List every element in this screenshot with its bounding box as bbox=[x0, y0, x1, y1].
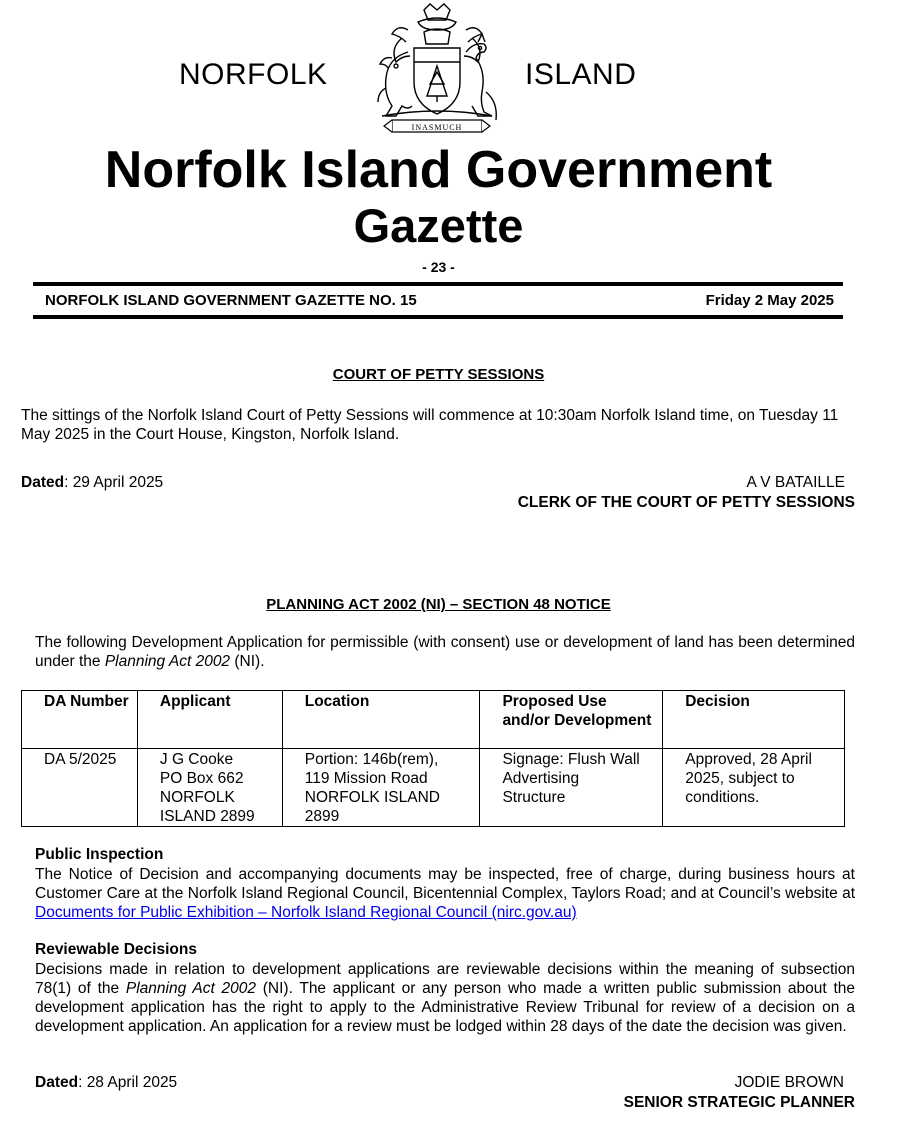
gazette-number: NORFOLK ISLAND GOVERNMENT GAZETTE NO. 15 bbox=[45, 292, 417, 309]
masthead-word-island: ISLAND bbox=[525, 58, 637, 91]
reviewable-decisions-heading: Reviewable Decisions bbox=[35, 941, 197, 958]
cell-location bbox=[282, 749, 480, 827]
masthead-word-norfolk: NORFOLK bbox=[179, 58, 328, 91]
applicant-line: ISLAND 2899 bbox=[159, 808, 255, 825]
intro-text-end: (NI). bbox=[230, 653, 265, 670]
applicant-line: NORFOLK bbox=[159, 789, 235, 806]
court-notice-heading: COURT OF PETTY SESSIONS bbox=[332, 366, 545, 383]
column-header-proposed-use: Proposed Use and/or Development bbox=[480, 691, 663, 749]
reviewable-body: Decisions made in relation to development applications are reviewable decisions within the meaning of subsection 78(1) of the bbox=[35, 961, 855, 997]
column-header-location: Location bbox=[282, 691, 480, 749]
gazette-title-line2: Gazette bbox=[353, 199, 524, 252]
proposed-use-line: Structure bbox=[502, 789, 566, 806]
court-notice-dated bbox=[21, 474, 163, 492]
reviewable-act-title: Planning Act 2002 bbox=[125, 980, 257, 997]
dated-value: : 28 April 2025 bbox=[78, 1074, 178, 1091]
public-inspection-body: The Notice of Decision and accompanying documents may be inspected, free of charge, during business hours at Customer Care at the Norfolk Island Regional Council, Bicentennial Complex, Taylors Road; and at Council’s website at bbox=[35, 866, 855, 902]
cell-da-number: DA 5/2025 bbox=[22, 749, 138, 827]
applicant-line: PO Box 662 bbox=[159, 770, 244, 787]
planning-signatory-position: SENIOR STRATEGIC PLANNER bbox=[623, 1094, 855, 1111]
svg-text:INASMUCH: INASMUCH bbox=[411, 123, 463, 132]
public-exhibition-link[interactable]: Documents for Public Exhibition – Norfolk Island Regional Council (nirc.gov.au) bbox=[35, 904, 577, 921]
gazette-date: Friday 2 May 2025 bbox=[705, 292, 834, 309]
planning-signatory-name: JODIE BROWN bbox=[734, 1074, 844, 1091]
header-rule-bottom bbox=[33, 315, 843, 319]
gazette-title-line1: Norfolk Island Government bbox=[104, 141, 773, 199]
court-notice-text: The sittings of the Norfolk Island Court of Petty Sessions will commence at 10:30am Norfolk Island time, on Tuesday 11 May 2025 in the Court House, Kingston, Norfolk Island. bbox=[21, 407, 839, 443]
column-header-applicant: Applicant bbox=[137, 691, 282, 749]
page-number: - 23 - bbox=[422, 259, 455, 275]
reviewable-decisions-text bbox=[35, 960, 855, 1036]
proposed-use-line: Signage: Flush Wall bbox=[502, 751, 640, 768]
table-header-row bbox=[22, 691, 845, 749]
location-line: 2899 bbox=[304, 808, 340, 825]
dated-label: Dated bbox=[21, 474, 65, 491]
table-row bbox=[22, 749, 845, 827]
location-line: Portion: 146b(rem), bbox=[304, 751, 439, 768]
dated-value: : 29 April 2025 bbox=[64, 474, 164, 491]
court-signatory-position: CLERK OF THE COURT OF PETTY SESSIONS bbox=[517, 494, 855, 511]
location-line: NORFOLK ISLAND bbox=[304, 789, 440, 806]
location-line: 119 Mission Road bbox=[304, 770, 428, 787]
proposed-use-line: Advertising bbox=[502, 770, 580, 787]
intro-act-title: Planning Act 2002 bbox=[104, 653, 231, 670]
cell-proposed-use bbox=[480, 749, 663, 827]
court-signatory-name: A V BATAILLE bbox=[746, 474, 845, 491]
dated-label: Dated bbox=[35, 1074, 79, 1091]
development-application-table bbox=[21, 690, 845, 827]
column-header-da-number: DA Number bbox=[22, 691, 138, 749]
cell-applicant bbox=[137, 749, 282, 827]
cell-decision: Approved, 28 April 2025, subject to conditions. bbox=[663, 749, 845, 827]
coat-of-arms-icon bbox=[362, 2, 512, 138]
intro-text: The following Development Application for permissible (with consent) use or development of land has been determined under the bbox=[35, 634, 855, 670]
planning-notice-dated bbox=[35, 1074, 177, 1092]
header-rule-top bbox=[33, 282, 843, 286]
column-header-decision: Decision bbox=[663, 691, 845, 749]
applicant-line: J G Cooke bbox=[159, 751, 234, 768]
reviewable-body-end: (NI). The applicant or any person who made a written public submission about the development application has the right to apply to the Administrative Review Tribunal for review of a decision on a development application. An application for a review must be lodged within 28 days of the date the decision was given. bbox=[35, 980, 856, 1035]
planning-notice-intro bbox=[35, 633, 855, 671]
public-inspection-heading: Public Inspection bbox=[35, 846, 164, 863]
planning-notice-heading: PLANNING ACT 2002 (NI) – SECTION 48 NOTICE bbox=[266, 596, 611, 613]
public-inspection-text bbox=[35, 865, 855, 922]
